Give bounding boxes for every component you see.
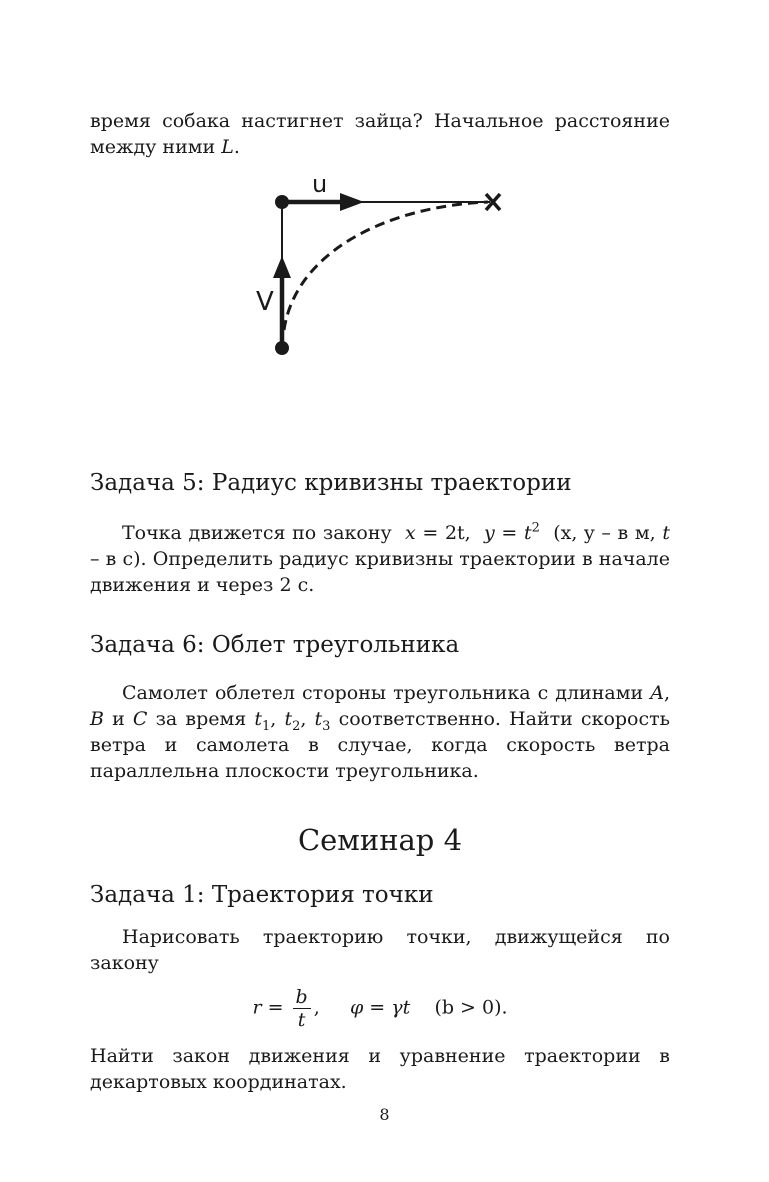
dog-start-dot [275,341,289,355]
page-number: 8 [379,1105,390,1124]
u-vector-arrow [340,193,364,211]
problem-1-text-2: Найти закон движения и уравнение траектории в декартовых координатах. [90,1045,670,1093]
fraction-b-over-t: $\frac{b}{t}$ [293,986,311,1031]
trajectory-formula: r = $\frac{b}{t}$ , φ = γt (b > 0). [252,986,508,1031]
problem-6-text: Самолет облетел стороны треугольника с длинами A, B и C за время $t_1$, $t_2$, $t_3$ соответственно. Найти скорость ветра и самолета в случае, когда скорость ветра параллельна плоскости треугольника. [90,682,670,782]
v-vector-arrow [273,256,291,278]
problem-1-title: Задача 1: Траектория точки [90,882,434,908]
seminar-title: Семинар 4 [297,823,463,857]
hare-start-dot [275,195,289,209]
u-label: u [312,170,328,198]
v-label: V [256,287,274,317]
problem-5-text: Точка движется по закону x = 2t, $y = t^2$ (x, y – в м, t – в с). Определить радиус кривизны траектории в начале движения и через 2 с. [90,520,670,596]
problem-5-title: Задача 5: Радиус кривизны траектории [90,470,572,496]
problem-1-text: Нарисовать траекторию точки, движущейся по закону [90,926,670,974]
dog-hare-figure [250,170,510,360]
intro-paragraph: время собака настигнет зайца? Начальное расстояние между ними L. [90,110,670,158]
problem-6-title: Задача 6: Облет треугольника [90,632,460,658]
pursuit-curve [284,202,488,330]
